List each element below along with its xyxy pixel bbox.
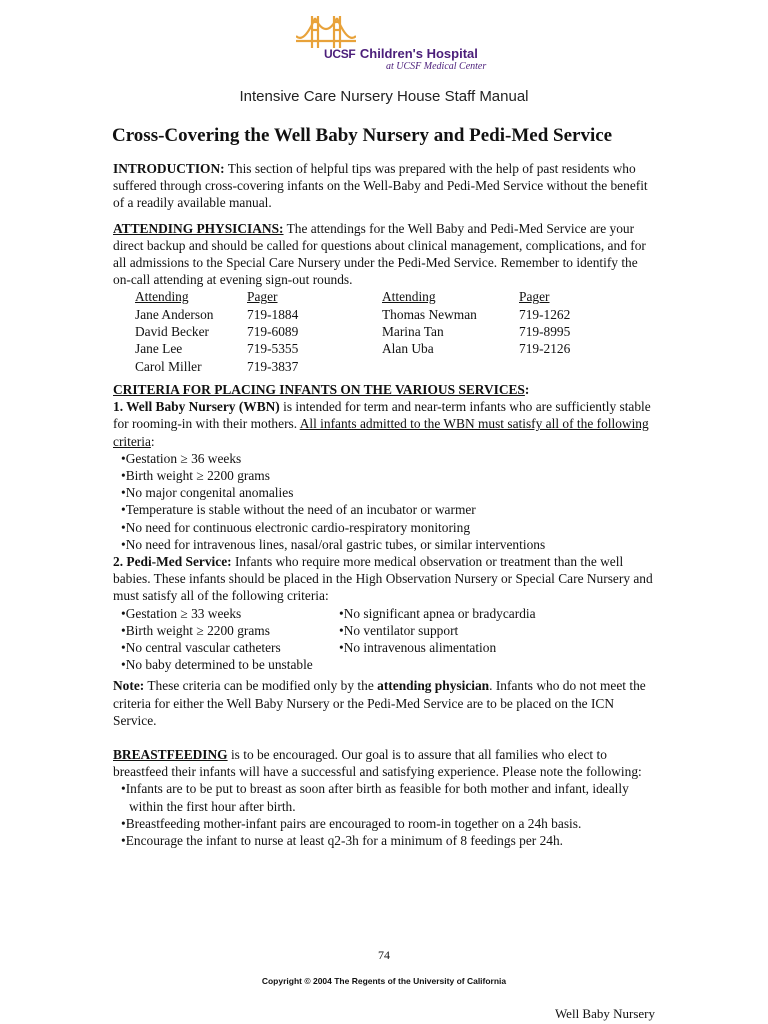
pager-number: 719-5355 xyxy=(247,341,299,357)
list-item: • No need for continuous electronic cardio-respiratory monitoring xyxy=(121,519,653,536)
list-item: • Temperature is stable without the need of an incubator or warmer xyxy=(121,501,653,518)
wbn-colon: : xyxy=(150,433,155,449)
breastfeeding-label: BREASTFEEDING xyxy=(113,746,228,762)
pager-number: 719-1884 xyxy=(247,306,299,322)
table-header-row xyxy=(135,288,599,305)
attending-name: David Becker xyxy=(135,324,209,340)
list-item: • No baby determined to be unstable xyxy=(121,656,339,673)
section-title: Cross-Covering the Well Baby Nursery and Pedi-Med Service xyxy=(112,125,613,146)
attending-name: Marina Tan xyxy=(382,324,444,340)
wbn-criteria-note: All infants admitted to the WBN must satisfy all of the following criteria xyxy=(113,416,649,449)
manual-title: Intensive Care Nursery House Staff Manual xyxy=(239,88,529,105)
breastfeeding-list xyxy=(113,780,653,849)
table-row xyxy=(135,323,599,340)
col-pager-1: Pager xyxy=(247,289,278,305)
attending-name: Alan Uba xyxy=(382,341,434,357)
intro-paragraph xyxy=(113,160,653,212)
pager-number xyxy=(519,358,599,375)
note-paragraph xyxy=(113,677,653,729)
list-item: • Infants are to be put to breast as soon after birth as feasible for both mother and infant, ideally within the first hour after birth. xyxy=(121,780,653,814)
pager-number: 719-2126 xyxy=(519,341,571,357)
note-bold: attending physician xyxy=(377,678,490,694)
table-row xyxy=(135,340,599,357)
list-item: • Birth weight ≥ 2200 grams xyxy=(121,467,653,484)
note-label: Note: xyxy=(113,678,145,694)
page-number: 74 xyxy=(378,948,390,962)
list-item: • Encourage the infant to nurse at least q2-3h for a minimum of 8 feedings per 24h. xyxy=(121,832,653,849)
criteria-heading-text: CRITERIA FOR PLACING INFANTS ON THE VARIOUS SERVICES xyxy=(113,381,525,397)
attending-paragraph xyxy=(113,220,653,289)
criteria-heading-colon: : xyxy=(524,381,530,397)
pedi-med-criteria-list xyxy=(113,605,653,674)
list-item: • Gestation ≥ 33 weeks xyxy=(121,605,339,622)
col-attending-1: Attending xyxy=(135,289,189,305)
criteria-heading xyxy=(113,381,653,398)
pedi-med-label: 2. Pedi-Med Service: xyxy=(113,553,232,569)
table-row xyxy=(135,358,599,375)
footer-section-name: Well Baby Nursery xyxy=(554,1006,655,1021)
note-text-2: . Infants who do not meet the criteria for either the Well Baby Nursery or the Pedi-Med Service are to be placed on the ICN Service. xyxy=(113,678,646,728)
pedi-med-text: Infants who require more medical observation or treatment than the well babies. These infants should be placed in the High Observation Nursery or Special Care Nursery and must satisfy all of the following criteria: xyxy=(113,553,653,604)
list-item: • Birth weight ≥ 2200 grams xyxy=(121,622,339,639)
pedi-med-paragraph xyxy=(113,553,653,605)
list-item: • Gestation ≥ 36 weeks xyxy=(121,450,653,467)
attending-name: Jane Anderson xyxy=(135,306,214,322)
intro-label: INTRODUCTION: xyxy=(113,161,225,176)
table-row xyxy=(135,306,599,323)
pager-number: 719-1262 xyxy=(519,306,571,322)
wbn-label: 1. Well Baby Nursery (WBN) xyxy=(113,399,280,415)
col-pager-2: Pager xyxy=(519,289,550,305)
attending-name xyxy=(382,358,519,375)
pager-number: 719-8995 xyxy=(519,324,571,340)
list-item: • No intravenous alimentation xyxy=(339,639,599,656)
list-item: • Breastfeeding mother-infant pairs are encouraged to room-in together on a 24h basis. xyxy=(121,815,653,832)
wbn-paragraph xyxy=(113,398,653,450)
list-item: • No need for intravenous lines, nasal/oral gastric tubes, or similar interventions xyxy=(121,536,653,553)
list-item: • No central vascular catheters xyxy=(121,639,339,656)
attending-name: Jane Lee xyxy=(135,341,183,357)
breastfeeding-text: is to be encouraged. Our goal is to assure that all families who elect to breastfeed their infants will have a successful and satisfying experience. Please note the following: xyxy=(113,746,642,780)
breastfeeding-paragraph xyxy=(113,746,653,780)
wbn-criteria-list xyxy=(113,450,653,553)
col-attending-2: Attending xyxy=(382,289,436,305)
list-item: • No significant apnea or bradycardia xyxy=(339,605,599,622)
page-content xyxy=(113,160,653,849)
logo-ucsf: UCSF xyxy=(324,47,356,61)
intro-text: This section of helpful tips was prepared with the help of past residents who suffered through cross-covering infants on the Well-Baby and Pedi-Med Service without the benefit of a readily available manual. xyxy=(113,161,648,211)
hospital-logo xyxy=(296,14,487,74)
wbn-text: is intended for term and near-term infants who are sufficiently stable for rooming-in with their mothers. xyxy=(113,399,651,432)
attending-label: ATTENDING PHYSICIANS: xyxy=(113,220,284,236)
note-text-1: These criteria can be modified only by the xyxy=(144,678,378,694)
list-item: • No major congenital anomalies xyxy=(121,484,653,501)
copyright-notice: Copyright © 2004 The Regents of the University of California xyxy=(261,976,507,986)
attending-table xyxy=(135,288,599,374)
logo-hospital-name: Children's Hospital xyxy=(359,46,478,61)
logo-subtitle: at UCSF Medical Center xyxy=(386,61,487,72)
attending-text: The attendings for the Well Baby and Pedi-Med Service are your direct backup and should be called for questions about clinical management, complications, and for all admissions to the Special Care Nursery under the Pedi-Med Service. Remember to identify the on-call attending at evening sign-out rounds. xyxy=(113,220,646,288)
pager-number: 719-6089 xyxy=(247,324,299,340)
pager-number: 719-3837 xyxy=(247,358,299,374)
list-item: • No ventilator support xyxy=(339,622,599,639)
attending-name: Thomas Newman xyxy=(382,306,477,322)
attending-name: Carol Miller xyxy=(135,358,202,374)
